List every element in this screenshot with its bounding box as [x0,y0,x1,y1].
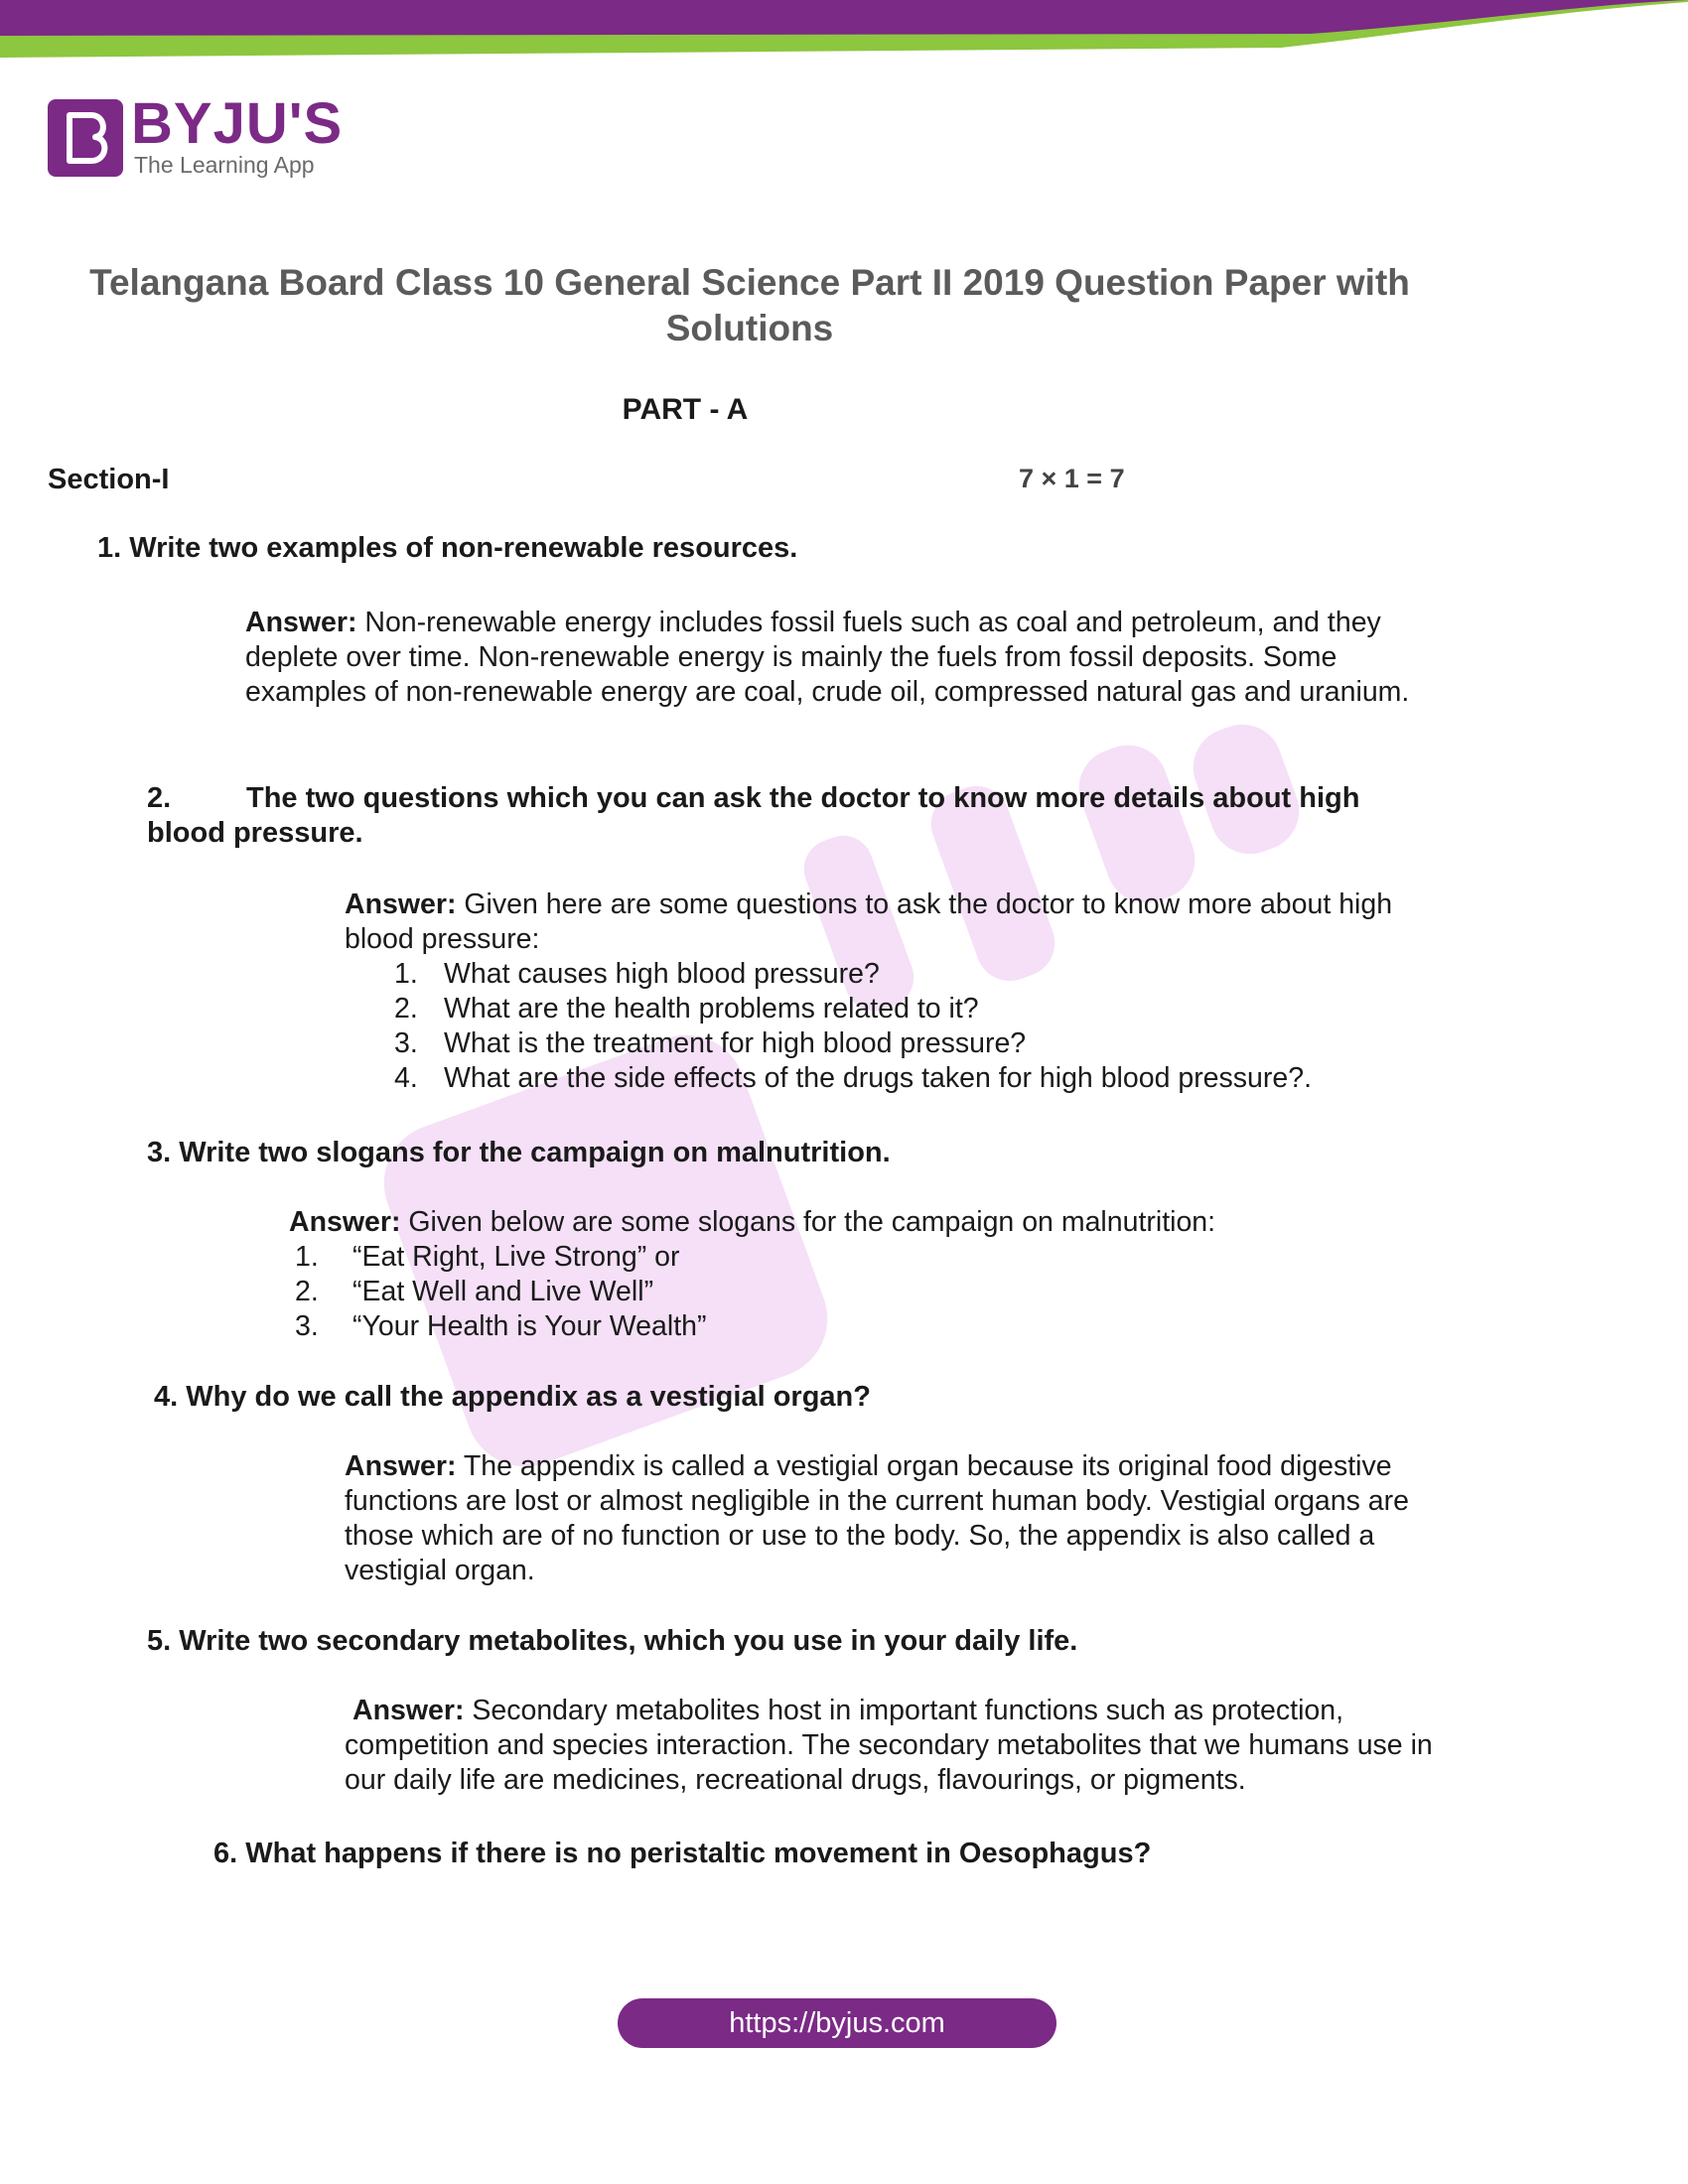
question-text: The two questions which you can ask the doctor to know more details about high blood pressure. [147,782,1360,849]
list-item: 3. What is the treatment for high blood pressure? [394,1027,1027,1059]
question-number: 2. [147,782,172,814]
question-5: 5. Write two secondary metabolites, which you use in your daily life. [147,1625,1078,1657]
section-marks: 7 × 1 = 7 [1019,464,1125,493]
answer-label: Answer: [345,888,457,920]
footer-url-link[interactable]: https://byjus.com [618,1998,1056,2048]
list-item: 1. “Eat Right, Live Strong” or [295,1241,680,1273]
answer-2 [345,887,1437,957]
document-title: Telangana Board Class 10 General Science Part II 2019 Question Paper with Solutions [89,262,1410,348]
list-item: 2. “Eat Well and Live Well” [295,1276,654,1307]
answer-label: Answer: [245,607,357,638]
answer-text: Given below are some slogans for the campaign on malnutrition: [408,1206,1216,1238]
answer-5 [345,1694,1437,1798]
question-6: 6. What happens if there is no peristaltic movement in Oesophagus? [213,1838,1152,1869]
list-item: 4. What are the side effects of the drugs taken for high blood pressure?. [394,1062,1312,1094]
answer-label: Answer: [352,1695,465,1726]
list-item: 3. “Your Health is Your Wealth” [295,1310,707,1342]
answer-text: Secondary metabolites host in important functions such as protection, competition and species interaction. The secondary metabolites that we humans use in our daily life are medicines, recreational drugs, flavourings, or pigments. [345,1695,1433,1796]
list-item: 1. What causes high blood pressure? [394,958,880,990]
answer-text: Given here are some questions to ask the doctor to know more about high blood pressure: [345,888,1393,955]
header-color-band [0,0,1688,60]
answer-text: The appendix is called a vestigial organ because its original food digestive functions are lost or almost negligible in the current human body. Vestigial organs are those which are of no function or use to the body. So, the appendix is also called a vestigial organ. [345,1450,1409,1586]
answer-label: Answer: [289,1206,401,1238]
answer-label: Answer: [345,1450,457,1482]
question-1: 1. Write two examples of non-renewable resources. [97,532,798,564]
part-heading: PART - A [622,393,749,426]
section-heading: Section-I [48,464,170,495]
answer-1 [245,606,1427,710]
brand-tagline: The Learning App [134,152,315,178]
list-item: 2. What are the health problems related to it? [394,993,979,1024]
answer-4 [345,1449,1427,1588]
question-3: 3. Write two slogans for the campaign on malnutrition. [147,1137,891,1168]
byjus-logo-icon [48,99,123,177]
brand-name: BYJU'S [131,91,344,156]
question-4: 4. Why do we call the appendix as a vestigial organ? [154,1381,871,1413]
question-2 [147,781,1438,851]
answer-text: Non-renewable energy includes fossil fuels such as coal and petroleum, and they deplete over time. Non-renewable energy is mainly the fuels from fossil deposits. Some examples of non-renewable energy are coal, crude oil, compressed natural gas and uranium. [245,607,1410,708]
answer-3 [289,1205,1431,1240]
